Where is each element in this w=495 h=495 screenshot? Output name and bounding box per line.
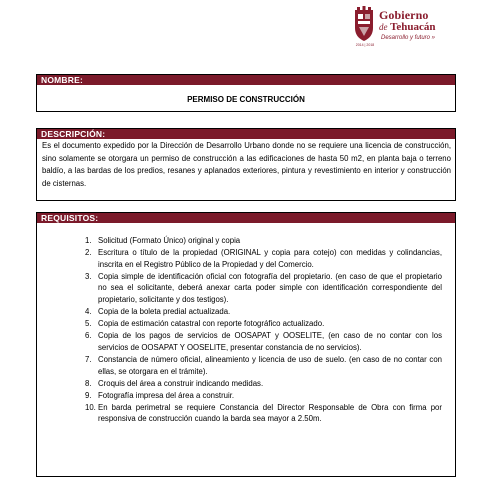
list-item-number: 5. xyxy=(85,319,92,329)
document-name: PERMISO DE CONSTRUCCIÓN xyxy=(187,95,305,104)
logo-years: 2014 | 2018 xyxy=(355,43,375,47)
list-item xyxy=(85,378,442,390)
logo-subtitle xyxy=(379,21,436,33)
list-item-text: Constancia de número oficial, alineamiento y licencia de uso de suelo. (en caso de no contar con ellas, se otorgara en el trámite). xyxy=(98,354,442,376)
list-item-number: 9. xyxy=(85,390,92,400)
list-item xyxy=(85,247,442,270)
list-item-number: 1. xyxy=(85,236,92,245)
city-seal-icon xyxy=(352,6,376,42)
logo-subtitle-city: Tehuacán xyxy=(390,21,436,33)
list-item-number: 3. xyxy=(85,271,92,281)
list-item-text: En barda perimetral se requiere Constancia del Director Responsable de Obra con firma por responsiva de construcción cuando la barda sea mayor a 2.50m. xyxy=(98,402,442,424)
list-item-text: Copia de los pagos de servicios de OOSAPAT y OOSELITE, (en caso de no contar con los servicios de OOSAPAT Y OOSELITE, presentar constancia de no servicios). xyxy=(98,331,442,352)
nombre-header: NOMBRE: xyxy=(37,75,455,85)
list-item-number: 4. xyxy=(85,307,92,317)
list-item-text: Escritura o título de la propiedad (ORIGINAL y copia para cotejo) con medidas y colindancias, inscrita en el Registro Público de la Propiedad y del Comercio. xyxy=(98,248,442,269)
requisitos-list xyxy=(37,235,455,425)
list-item-number: 6. xyxy=(85,331,92,341)
descripcion-section xyxy=(36,128,456,201)
list-item-text: Fotografía impresa del área a construir. xyxy=(98,390,235,400)
list-item-text: Copia de estimación catastral con reporte fotográfico actualizado. xyxy=(98,319,325,329)
list-item-number: 8. xyxy=(85,378,92,388)
list-item xyxy=(85,354,442,377)
list-item-text: Solicitud (Formato Único) original y copia xyxy=(98,236,241,245)
requisitos-section xyxy=(36,212,456,477)
requisitos-header: REQUISITOS: xyxy=(37,213,455,223)
list-item xyxy=(85,318,442,330)
nombre-section xyxy=(36,74,456,112)
list-item xyxy=(85,271,442,306)
gobierno-tehuacan-logo xyxy=(352,6,492,50)
descripcion-text: Es el documento expedido por la Dirección de Desarrollo Urbano donde no se requiere una licencia de construcción, sino solamente se otorgara un permiso de construcción a las edificaciones de hasta 50 m2, en planta baja o terreno baldío, a las bardas de los predios, resanes y aplanados exteriores, pintura y revestimiento en interior y construcción de cisternas. xyxy=(42,141,451,188)
descripcion-header: DESCRIPCIÓN: xyxy=(37,129,455,139)
list-item xyxy=(85,390,442,402)
list-item xyxy=(85,306,442,318)
logo-tagline: Desarrollo y futuro » xyxy=(381,35,436,41)
list-item xyxy=(85,235,442,247)
list-item xyxy=(85,330,442,353)
list-item-text: Copia de la boleta predial actualizada. xyxy=(98,307,231,317)
logo-subtitle-de: de xyxy=(379,22,388,32)
logo-title: Gobierno xyxy=(379,8,429,22)
list-item xyxy=(85,402,442,425)
list-item-number: 7. xyxy=(85,354,92,364)
list-item-text: Copia simple de identificación oficial con fotografía del propietario. (en caso de que el propietario no sea el solicitante, deberá anexar carta poder simple con identificación correspondiente del propietario, solicitante y dos testigos). xyxy=(98,271,442,304)
list-item-number: 10. xyxy=(85,402,96,412)
list-item-text: Croquis del área a construir indicando medidas. xyxy=(98,378,264,388)
list-item-number: 2. xyxy=(85,248,92,258)
